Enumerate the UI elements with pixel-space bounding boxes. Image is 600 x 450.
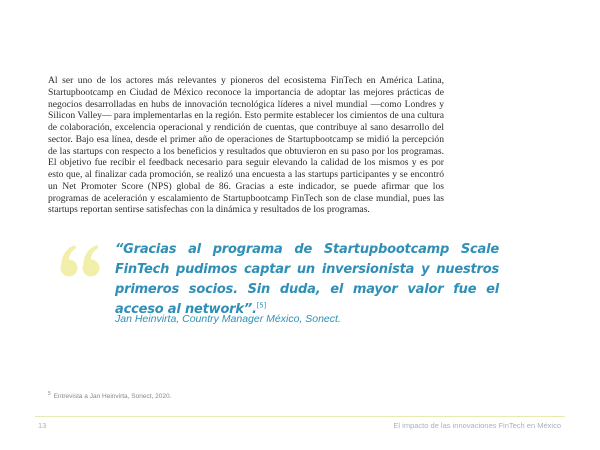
footer-divider (35, 416, 565, 417)
footnote-text: Entrevista a Jan Heinvirta, Sonect, 2020. (53, 393, 172, 400)
quotation-mark-icon (60, 244, 102, 278)
quote-body: “Gracias al programa de Startupbootcamp Scale FinTech pudimos captar un inversionista y nuestros primeros socios. Sin duda, el mayor valor fue el acceso al network”. (115, 242, 499, 317)
footnote (48, 392, 171, 401)
quote-attribution: Jan Heinvirta, Country Manager México, Sonect. (115, 313, 341, 325)
page-number: 13 (38, 421, 47, 430)
quote-text (115, 240, 499, 320)
footnote-number: 5 (48, 390, 51, 397)
body-paragraph: Al ser uno de los actores más relevantes y pioneros del ecosistema FinTech en América Latina, Startupbootcamp en Ciudad de México reconoce la importancia de adoptar las mejores prácticas de negocios desarrolladas en hubs de innovación tecnológica líderes a nivel mundial —como Londres y Silicon Valley— para implementarlas en la región. Esto permite establecer los cimientos de una cultura de colaboración, excelencia operacional y rendición de cuentas, que contribuye al sano desarrollo del sector. Bajo esa línea, desde el primer año de operaciones de Startupbootcamp se midió la percepción de las startups con respecto a los beneficios y resultados que obtuvieron en su paso por los programas. El objetivo fue recibir el feedback necesario para seguir elevando la calidad de los mismos y es por esto que, al finalizar cada promoción, se realizó una encuesta a las startups participantes y se encontró un Net Promoter Score (NPS) global de 86. Gracias a este indicador, se puede afirmar que los programas de aceleración y escalamiento de Startupbootcamp FinTech son de clase mundial, pues las startups reportan sentirse satisfechas con la dinámica y resultados de los programas. (48, 75, 444, 216)
quote-reference: [5] (256, 301, 267, 310)
footer-title: El impacto de las innovaciones FinTech en México (393, 421, 561, 430)
